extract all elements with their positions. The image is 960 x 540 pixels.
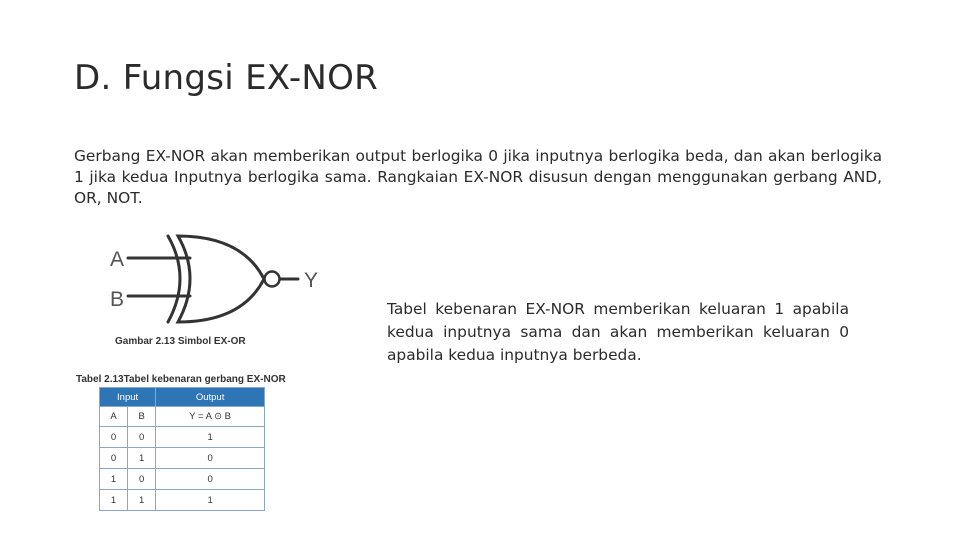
inversion-bubble: [265, 272, 280, 287]
exnor-gate-symbol: [106, 228, 328, 328]
cell-y: 0: [156, 469, 265, 490]
cell-y: 0: [156, 448, 265, 469]
cell-b: 1: [128, 448, 156, 469]
cell-y: 1: [156, 490, 265, 511]
intro-paragraph: Gerbang EX-NOR akan memberikan output berlogika 0 jika inputnya berlogika beda, dan akan berlogika 1 jika kedua Inputnya berlogika sama. Rangkaian EX-NOR disusun dengan menggunakan gerbang AND, OR, NOT.: [74, 147, 882, 207]
input-group-header: Input: [100, 388, 156, 407]
cell-b: 0: [128, 427, 156, 448]
table-row: [100, 427, 265, 448]
output-y-label: Y: [304, 269, 319, 292]
col-header-a: A: [100, 407, 128, 427]
cell-a: 1: [100, 469, 128, 490]
table-row: [100, 490, 265, 511]
truth-table-explanation: Tabel kebenaran EX-NOR memberikan keluaran 1 apabila kedua inputnya sama dan akan memberikan keluaran 0 apabila kedua inputnya berbeda.: [387, 300, 849, 364]
col-header-b: B: [128, 407, 156, 427]
input-a-label: A: [110, 248, 125, 271]
input-b-label: B: [110, 288, 125, 311]
cell-b: 1: [128, 490, 156, 511]
table-row: [100, 469, 265, 490]
truth-table: [99, 387, 265, 511]
or-gate-body: [178, 236, 264, 322]
cell-a: 0: [100, 448, 128, 469]
xor-input-arc: [168, 236, 180, 322]
slide-title: D. Fungsi EX-NOR: [74, 58, 379, 98]
truth-table-caption: Tabel 2.13Tabel kebenaran gerbang EX-NOR: [76, 374, 286, 385]
gate-figure-caption: Gambar 2.13 Simbol EX-OR: [115, 336, 246, 347]
cell-b: 0: [128, 469, 156, 490]
cell-y: 1: [156, 427, 265, 448]
output-group-header: Output: [156, 388, 265, 407]
col-header-y: Y = A ⊙ B: [156, 407, 265, 427]
cell-a: 0: [100, 427, 128, 448]
table-row: [100, 448, 265, 469]
cell-a: 1: [100, 490, 128, 511]
